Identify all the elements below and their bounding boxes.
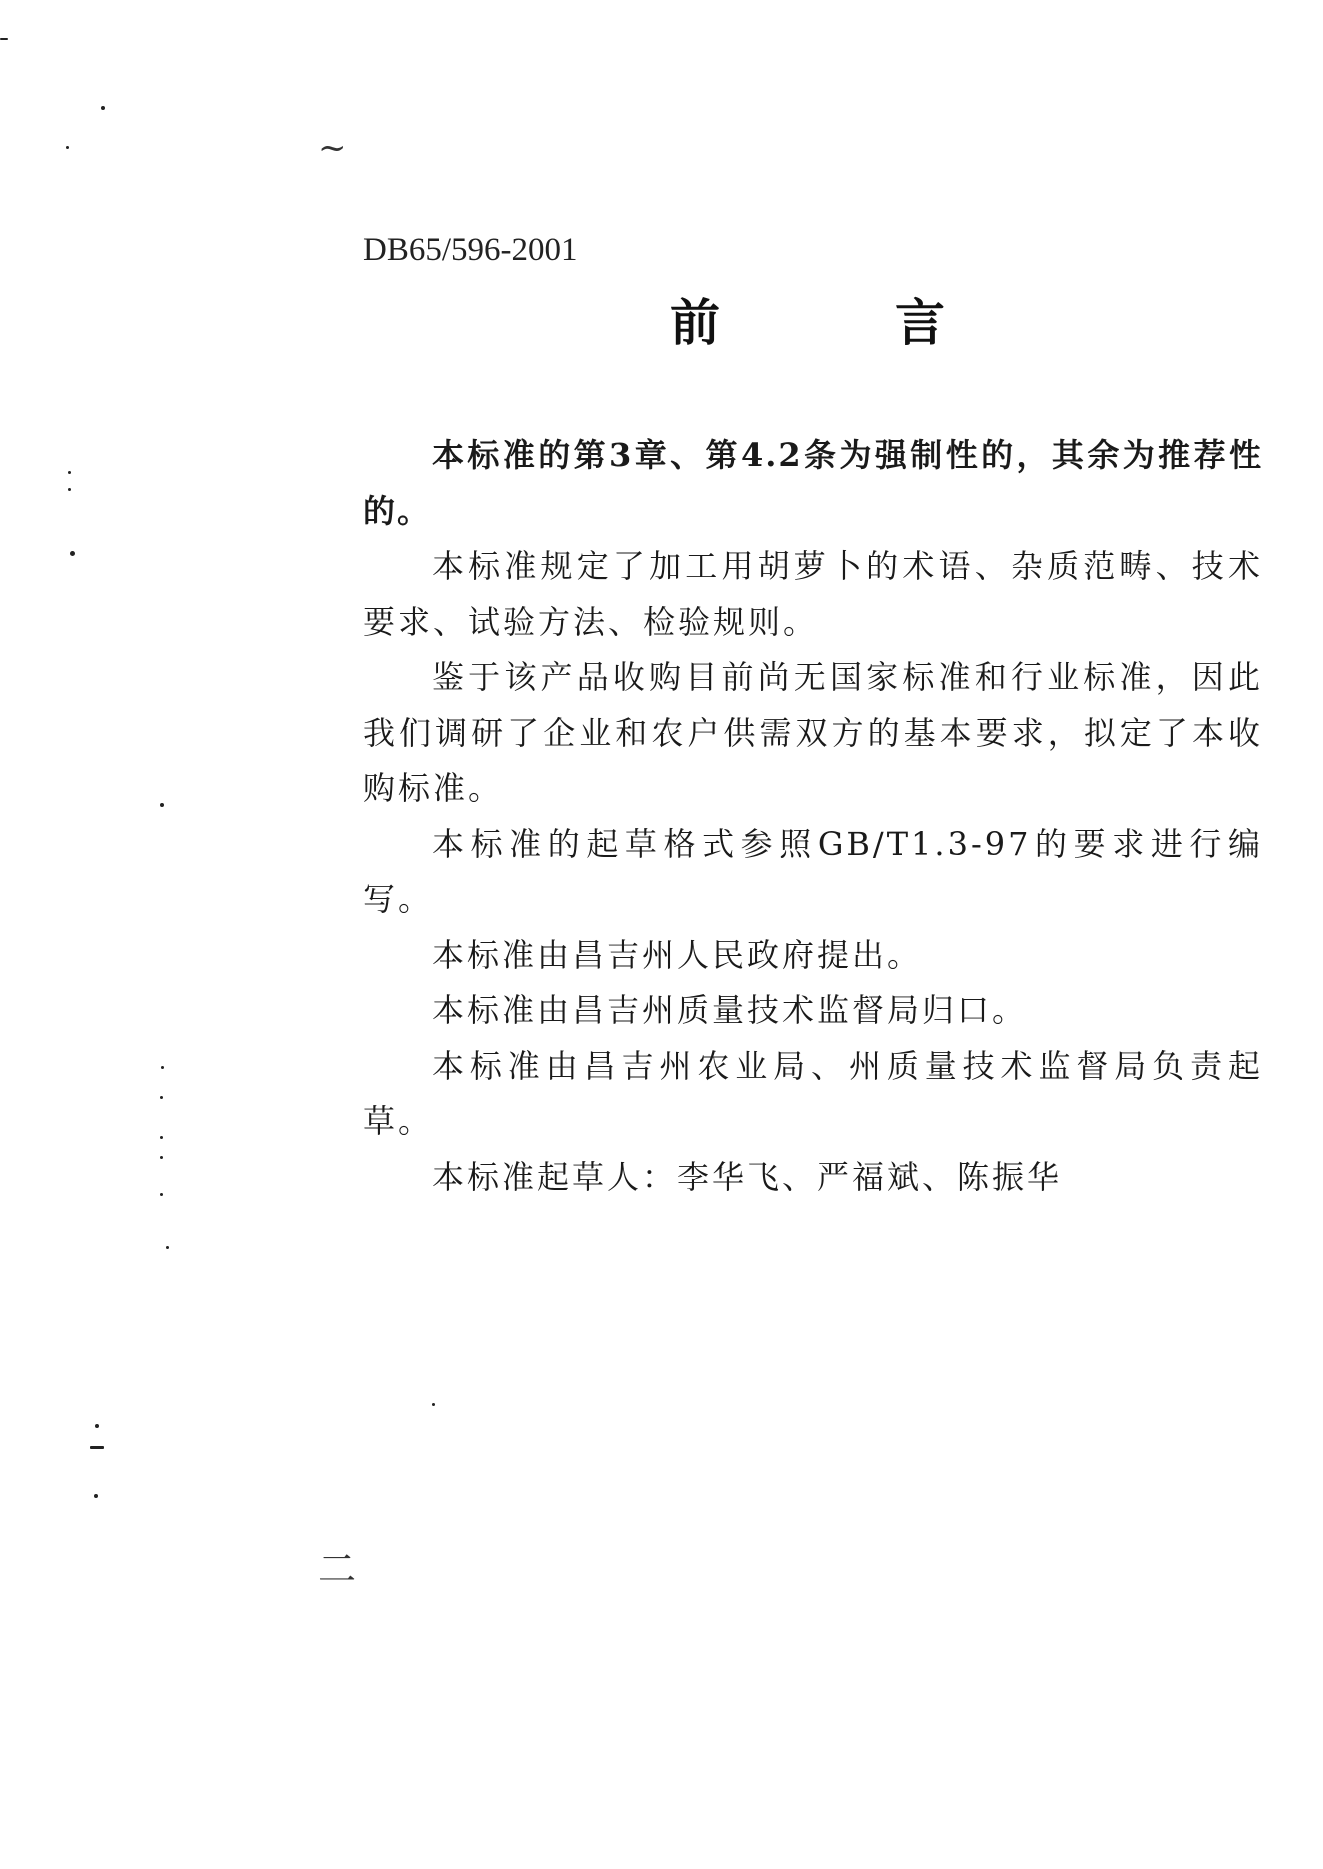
scan-speck <box>94 1494 98 1498</box>
title-char-right: 言 <box>895 294 945 352</box>
scan-speck <box>70 551 75 556</box>
scan-speck <box>68 471 71 474</box>
scan-speck <box>90 1446 104 1449</box>
paragraph-administrator: 本标准由昌吉州质量技术监督局归口。 <box>432 991 1028 1029</box>
document-code: DB65/596-2001 <box>363 232 578 268</box>
scan-speck <box>166 1246 169 1249</box>
scan-speck <box>66 146 69 149</box>
scan-speck <box>160 803 164 807</box>
page-title <box>670 283 945 355</box>
scan-speck <box>160 1136 163 1139</box>
paragraph-mandatory-clauses: 本标准的第3章、第4.2条为强制性的，其余为推荐性的。 <box>363 436 1263 530</box>
paragraph-background: 鉴于该产品收购目前尚无国家标准和行业标准，因此我们调研了企业和农户供需双方的基本要求，拟定了本收购标准。 <box>363 658 1263 807</box>
paragraph-drafting-units: 本标准由昌吉州农业局、州质量技术监督局负责起草。 <box>363 1046 1263 1140</box>
scan-speck <box>95 1424 99 1428</box>
scan-speck <box>160 1193 163 1196</box>
scan-speck <box>68 488 71 491</box>
title-char-left: 前 <box>670 294 720 352</box>
paragraph-format-reference: 本标准的起草格式参照GB/T1.3-97的要求进行编写。 <box>363 824 1263 918</box>
paragraph-drafters: 本标准起草人：李华飞、严福斌、陈振华 <box>432 1157 1063 1196</box>
handwritten-mark-top: ~ <box>318 128 347 168</box>
handwritten-mark-bottom: 二 <box>318 1547 357 1591</box>
scan-speck <box>160 1096 163 1099</box>
scan-speck <box>432 1403 435 1406</box>
foreword-body <box>363 428 1263 1205</box>
scan-speck <box>101 106 105 110</box>
scan-speck <box>160 1156 163 1159</box>
paragraph-scope: 本标准规定了加工用胡萝卜的术语、杂质范畴、技术要求、试验方法、检验规则。 <box>363 547 1263 641</box>
scan-speck <box>0 38 8 40</box>
paragraph-proposer: 本标准由昌吉州人民政府提出。 <box>432 935 923 974</box>
scan-speck <box>161 1066 164 1069</box>
